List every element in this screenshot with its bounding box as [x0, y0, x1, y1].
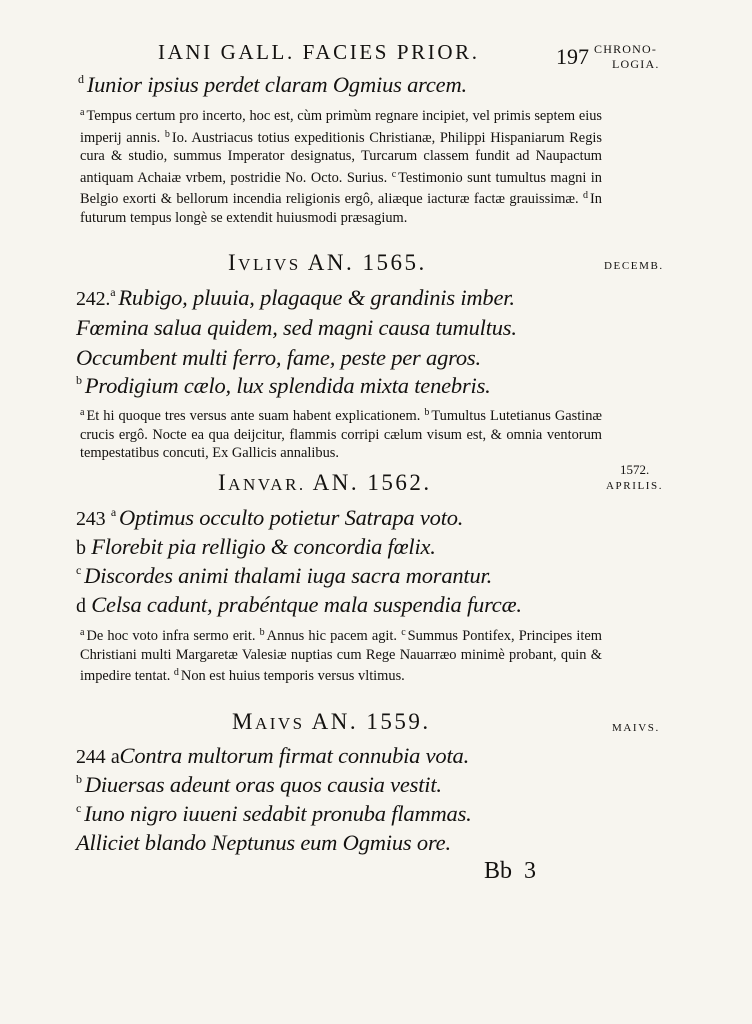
chronologia-margin-note — [594, 42, 660, 72]
stanza-number: 242. — [76, 288, 111, 310]
note-marker: a — [80, 627, 85, 638]
running-title: IANI GALL. FACIES PRIOR. — [158, 40, 480, 64]
stanza-244-line-2 — [76, 772, 442, 798]
margin-note-maius: MAIVS. — [612, 722, 660, 734]
verse-text: Prodigium cælo, lux splendida mixta tenebris. — [84, 373, 491, 398]
stanza-242-line-2: Fœmina salua quidem, sed magni causa tumultus. — [76, 315, 517, 340]
top-commentary — [80, 104, 602, 228]
stanza-243-line-1 — [76, 505, 463, 531]
stanza-244-line-1 — [76, 743, 469, 769]
stanza-244-line-4: Alliciet blando Neptunus eum Ogmius ore. — [76, 830, 451, 855]
verse-text: Iunior ipsius perdet claram Ogmius arcem. — [86, 72, 467, 97]
margin-note-decemb: DECEMB. — [604, 260, 664, 272]
signature-number: 3 — [524, 858, 537, 884]
verse-marker: b — [76, 537, 86, 559]
verse-text: Rubigo, pluuia, plagaque & grandinis imber. — [118, 285, 515, 310]
note-marker: c — [391, 168, 397, 180]
stanza-244-line-3 — [76, 801, 472, 827]
note-marker: a — [80, 407, 85, 418]
note-text: In futurum tempus longè se extendit huiusmodi præsagium. — [80, 191, 602, 226]
signature-letters: Bb — [484, 858, 513, 884]
verse-text: Discordes animi thalami iuga sacra morantur. — [84, 563, 493, 588]
verse-marker: a — [110, 746, 120, 768]
section-heading-iulius — [228, 250, 427, 276]
verse-marker: c — [76, 563, 82, 577]
commentary-242 — [80, 404, 602, 463]
verse-marker: c — [76, 801, 82, 815]
verse-text: Diuersas adeunt oras quos causia vestit. — [84, 772, 442, 797]
verse-text: Contra multorum firmat connubia vota. — [119, 743, 470, 768]
note-text: Io. Austriacus totius expeditionis Christianæ, Philippi Hispaniarum Regis cura & studio, summus Imperator designatus, Turcarum classem fundit ad Naupactum antiquam Achaiæ vrbem, postridie No. Octo. Surius. — [80, 129, 602, 186]
stanza-243-line-3 — [76, 563, 492, 589]
note-text: Tumultus Lutetianus Gastinæ crucis ergô. Nocte ea qua deijcitur, flammis corripi cælum visum est, & omnia ventorum tempestatibus concuti, Ex Gallicis annalibus. — [80, 408, 602, 462]
note-text: De hoc voto infra sermo erit. — [86, 628, 256, 644]
note-text: Testimonio sunt tumultus magni in Belgio exorti & bellorum incendia religionis ergô, aliæque iacturæ factæ grauissimæ. — [80, 169, 602, 208]
verse-marker: a — [110, 505, 116, 519]
verse-text: Florebit pia relligio & concordia fœlix. — [91, 534, 436, 559]
page-number: 197 — [556, 44, 589, 69]
section-heading-ianuar — [218, 470, 432, 496]
section-year: AN. 1562. — [312, 470, 432, 495]
month-initial: I — [218, 470, 229, 495]
verse-marker: a — [110, 285, 116, 299]
stanza-number: 244 — [76, 746, 106, 768]
note-marker: d — [173, 667, 179, 679]
margin-year: 1572. — [620, 462, 650, 477]
margin-note-aprilis: APRILIS. — [606, 480, 664, 492]
chron-line-1: CHRONO- — [594, 42, 658, 56]
month-initial: M — [232, 709, 255, 734]
stanza-243-line-2 — [76, 534, 436, 560]
note-marker: a — [80, 107, 85, 118]
verse-text: Optimus occulto potietur Satrapa voto. — [118, 505, 464, 530]
note-marker: d — [583, 190, 588, 202]
stanza-242-line-4 — [76, 373, 491, 399]
note-text: Summus Pontifex, Principes item Christiani multi Margaretæ Valesiæ nuptias cum Rege Nauarræo minimè probant, quin & impedire tentat. — [80, 628, 603, 685]
top-verse-line — [78, 72, 467, 98]
stanza-243-line-4 — [76, 592, 522, 618]
verse-marker: d — [78, 72, 84, 86]
month-rest: AIVS — [254, 714, 305, 733]
stanza-number: 243 — [76, 508, 106, 530]
verse-text: Celsa cadunt, prabéntque mala suspendia furcæ. — [91, 592, 522, 617]
note-text: Annus hic pacem agit. — [266, 628, 398, 644]
month-initial: I — [228, 250, 239, 275]
chron-line-2: LOGIA. — [612, 57, 660, 71]
note-marker: b — [424, 407, 430, 418]
note-marker: b — [164, 128, 170, 140]
signature-mark — [484, 858, 536, 885]
verse-text: Iuno nigro iuueni sedabit pronuba flammas. — [84, 801, 472, 826]
note-text: Tempus certum pro incerto, hoc est, cùm primùm regnare incipiet, vel primis septem eius imperij annis. — [80, 108, 602, 146]
commentary-243 — [80, 624, 602, 686]
note-text: Et hi quoque tres versus ante suam habent explicationem. — [86, 408, 421, 424]
month-rest: ANVAR. — [228, 475, 306, 494]
note-text: Non est huius temporis versus vltimus. — [180, 668, 405, 685]
verse-marker: b — [76, 772, 82, 786]
section-year: AN. 1559. — [311, 709, 431, 734]
verse-marker: d — [76, 595, 86, 617]
note-marker: c — [401, 627, 406, 638]
stanza-242-line-3: Occumbent multi ferro, fame, peste per agros. — [76, 345, 481, 370]
month-rest: VLIVS — [238, 255, 301, 274]
section-year: AN. 1565. — [307, 250, 427, 275]
note-marker: b — [259, 627, 265, 638]
verse-marker: b — [76, 373, 82, 387]
stanza-242-line-1 — [76, 285, 515, 311]
section-heading-maius — [232, 709, 431, 735]
